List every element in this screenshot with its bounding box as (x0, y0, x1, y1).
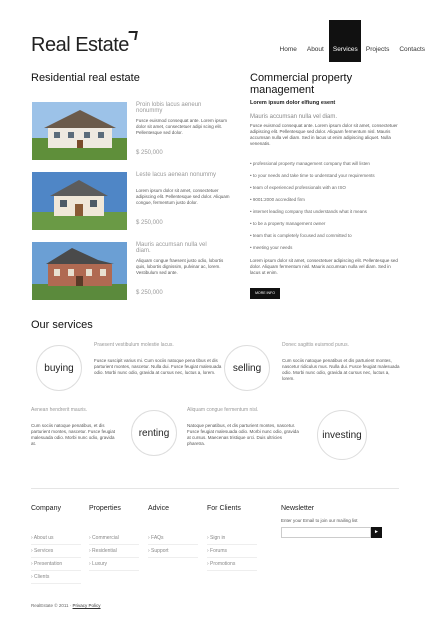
footer-link[interactable]: › FAQs (148, 532, 198, 545)
service-buying-circle[interactable]: buying (36, 345, 82, 391)
footer-link[interactable]: › Clients (31, 571, 81, 584)
property-price-1: $ 250,000 (136, 150, 163, 156)
footer-link[interactable]: › Presentation (31, 558, 81, 571)
property-title-3[interactable]: Mauris accumsan nulla vel diam. (136, 242, 207, 254)
service-selling-circle[interactable]: selling (224, 345, 270, 391)
nav-about[interactable]: About (306, 46, 324, 53)
service-investing-title: Aliquam congue fermentum nisl. (187, 407, 259, 413)
footer-col-advice (148, 532, 198, 558)
copyright-text: RealEstate © 2011 · (31, 603, 72, 608)
nav-services[interactable]: Services (329, 20, 361, 62)
commercial-title-line1: Commercial property (250, 72, 353, 84)
property-desc-1: Fusce euismod consequat ante. Lorem ipsum dolor sit amet, consectetuer adipi scing elit. Pellentesque sed dolor. (136, 118, 228, 135)
footer-link[interactable]: › Promotions (207, 558, 257, 571)
service-investing-text: Natoque penatibus, et dis parturient montes, nascetur. Fusce feugiat malesuada odio. Morbi nunc odio, gravida at cursus. Maecenas tristique orci. Duis ultricies pharetra. (187, 423, 299, 446)
privacy-policy-link[interactable]: Privacy Policy (72, 603, 101, 608)
service-selling-title: Donec sagittis euismod purus. (282, 342, 349, 348)
services-title: Our services (31, 319, 93, 331)
commercial-bullet: • team that is completely focused and committed to (250, 233, 352, 238)
service-renting-circle[interactable]: renting (131, 410, 177, 456)
service-buying-text: Fusce suscipit varius mi. Cum sociis natoque pena tibus et dis parturient montes, nascetur. Nulla dui. Fusce feugiat malesuada odio. Morbi nunc odio, gravida at cursus nec, luctus a, lorem. (94, 358, 222, 375)
newsletter-submit-button[interactable]: ► (371, 527, 382, 538)
house-photo-3[interactable] (32, 242, 127, 300)
footer-col-company (31, 532, 81, 584)
property-desc-2: Lorem ipsum dolor sit amet, consectetuer adipiscing elit. Pellentesque sed dolor. Aliquam congue, fermentum justo dolor. (136, 188, 230, 205)
commercial-bullet: • professional property management company that will listen (250, 161, 370, 166)
logo[interactable]: Real Estate (31, 34, 129, 56)
footer-divider (31, 488, 399, 489)
footer-link[interactable]: › About us (31, 532, 81, 545)
footer-col-clients-title: For Clients (207, 505, 241, 512)
commercial-bullet-list (250, 158, 400, 254)
newsletter-title: Newsletter (281, 505, 315, 512)
house-photo-1[interactable] (32, 102, 127, 160)
more-info-button[interactable]: MORE INFO (250, 288, 280, 299)
footer-link[interactable]: › Sign in (207, 532, 257, 545)
commercial-subtitle: Lorem ipsum dolor elfiung esent (250, 100, 336, 106)
newsletter-email-input[interactable] (281, 527, 371, 538)
footer-col-clients (207, 532, 257, 571)
service-buying-title: Praesent vestibulum molestie lacus. (94, 342, 174, 348)
property-title-1[interactable]: Proin lobis lacus aeneun nonummy (136, 102, 202, 114)
nav-contacts[interactable]: Contacts (399, 46, 425, 53)
property-price-3: $ 250,000 (136, 290, 163, 296)
service-renting-text: Cum sociis natoque penatibus, et dis parturient montes, nascetur. Fusce feugiat malesuada odio. Morbi nunc odio, gravida at. (31, 423, 116, 446)
service-selling-text: Cum sociis natoque penatibus et dis parturient montes, nascetur ridiculus mus. Nulla dui. Fusce feugiat malesuada odio. Morbi nunc odio, gravida at cursus nec, luctus a, lorem. (282, 358, 400, 381)
property-title-2[interactable]: Leste lacus aenean nonummy (136, 172, 217, 178)
commercial-bullet: • team of experienced professionals with an ISO (250, 185, 346, 190)
main-nav (275, 20, 430, 62)
commercial-bullet: • internet leading company that understands what it means (250, 209, 367, 214)
footer-col-company-title: Company (31, 505, 61, 512)
nav-projects[interactable]: Projects (365, 46, 390, 53)
footer-col-properties (89, 532, 139, 571)
footer-link[interactable]: › Services (31, 545, 81, 558)
residential-title: Residential real estate (31, 72, 140, 84)
property-item-1 (32, 102, 228, 170)
property-price-2: $ 250,000 (136, 220, 163, 226)
service-renting-title: Aenean hendrerit mauris. (31, 407, 88, 413)
house-photo-2[interactable] (32, 172, 127, 230)
footer-link[interactable]: › Forums (207, 545, 257, 558)
property-item-3 (32, 242, 222, 310)
commercial-paragraph-2: Lorem ipsum dolor sit amet, consectetuer adipiscing elit. Pellentesque sed dolor. Aliquam fermentum nisl. Mauris accumsan nulla vel diam. Sed in lacus ut enim. (250, 258, 398, 275)
footer-link[interactable]: › Support (148, 545, 198, 558)
property-item-2 (32, 172, 230, 240)
service-investing-circle[interactable]: investing (317, 410, 367, 460)
commercial-paragraph: Fusce euismod consequat ante. Lorem ipsum dolor sit amet, consectetuer adipiscing elit. Pellentesque sed dolor. Aliquam fermentum nisl. Mauris accumsan nulla vel diam. Sed in lacus ut enim adipiscing aliquet. Nulla venenatis. (250, 123, 398, 146)
nav-home[interactable]: Home (279, 46, 297, 53)
footer-link[interactable]: › Luxury (89, 558, 139, 571)
commercial-bullet: • 9001:2000 accredited firm (250, 197, 305, 202)
footer-col-properties-title: Properties (89, 505, 121, 512)
footer-col-advice-title: Advice (148, 505, 170, 512)
logo-mark-icon (127, 31, 138, 40)
commercial-bullet: • meeting your needs (250, 245, 293, 250)
footer-link[interactable]: › Commercial (89, 532, 139, 545)
newsletter-text: Enter your Email to join our mailing list (281, 518, 358, 523)
footer-link[interactable]: › Residential (89, 545, 139, 558)
commercial-bullet: • to be a property management owner (250, 221, 326, 226)
commercial-title-line2: management (250, 84, 315, 96)
commercial-lead: Mauris accumsan nulla vel diam. (250, 114, 338, 120)
footer-copyright-line (31, 603, 101, 608)
property-desc-3: Aliquam congue fraesent justo odio, lobortis quis, lobortis dignissim, pulvinar ac, lorem. Vestibulum sed ante. (136, 258, 224, 275)
commercial-bullet: • to your needs and take time to understand your requirements (250, 173, 375, 178)
